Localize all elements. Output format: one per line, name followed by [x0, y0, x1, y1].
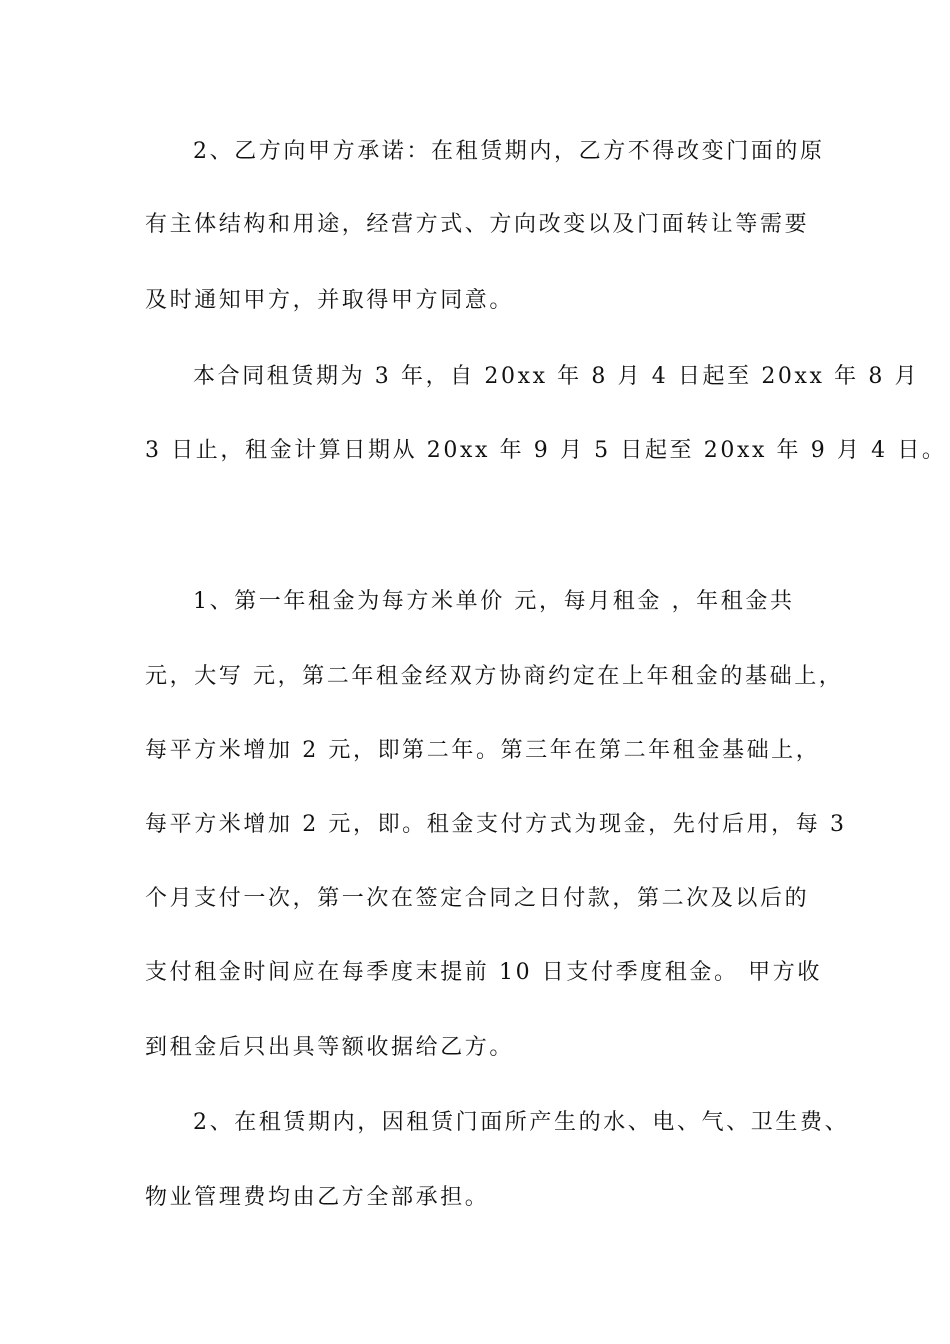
- paragraph-line-2: 有主体结构和用途，经营方式、方向改变以及门面转让等需要: [145, 212, 810, 237]
- paragraph-line-12: 到租金后只出具等额收据给乙方。: [145, 1035, 515, 1060]
- paragraph-line-8: 每平方米增加 2 元，即第二年。第三年在第二年租金基础上，: [145, 738, 821, 763]
- paragraph-line-1: 2、乙方向甲方承诺：在租赁期内，乙方不得改变门面的原: [193, 139, 825, 164]
- paragraph-line-9: 每平方米增加 2 元，即。租金支付方式为现金，先付后用，每 3: [145, 812, 847, 837]
- paragraph-line-14: 物业管理费均由乙方全部承担。: [145, 1185, 490, 1210]
- paragraph-line-4: 本合同租赁期为 3 年，自 20xx 年 8 月 4 日起至 20xx 年 8 月: [193, 364, 920, 389]
- paragraph-line-3: 及时通知甲方，并取得甲方同意。: [145, 288, 515, 313]
- paragraph-line-6: 1、第一年租金为每方米单价 元，每月租金 ，年租金共: [193, 589, 795, 614]
- paragraph-line-11: 支付租金时间应在每季度末提前 10 日支付季度租金。 甲方收: [145, 960, 822, 985]
- paragraph-line-13: 2、在租赁期内，因租赁门面所产生的水、电、气、卫生费、: [193, 1110, 850, 1135]
- paragraph-line-10: 个月支付一次，第一次在签定合同之日付款，第二次及以后的: [145, 886, 810, 911]
- paragraph-line-5: 3 日止，租金计算日期从 20xx 年 9 月 5 日起至 20xx 年 9 月 4 日。: [145, 438, 947, 463]
- paragraph-line-7: 元，大写 元，第二年租金经双方协商约定在上年租金的基础上，: [145, 664, 844, 689]
